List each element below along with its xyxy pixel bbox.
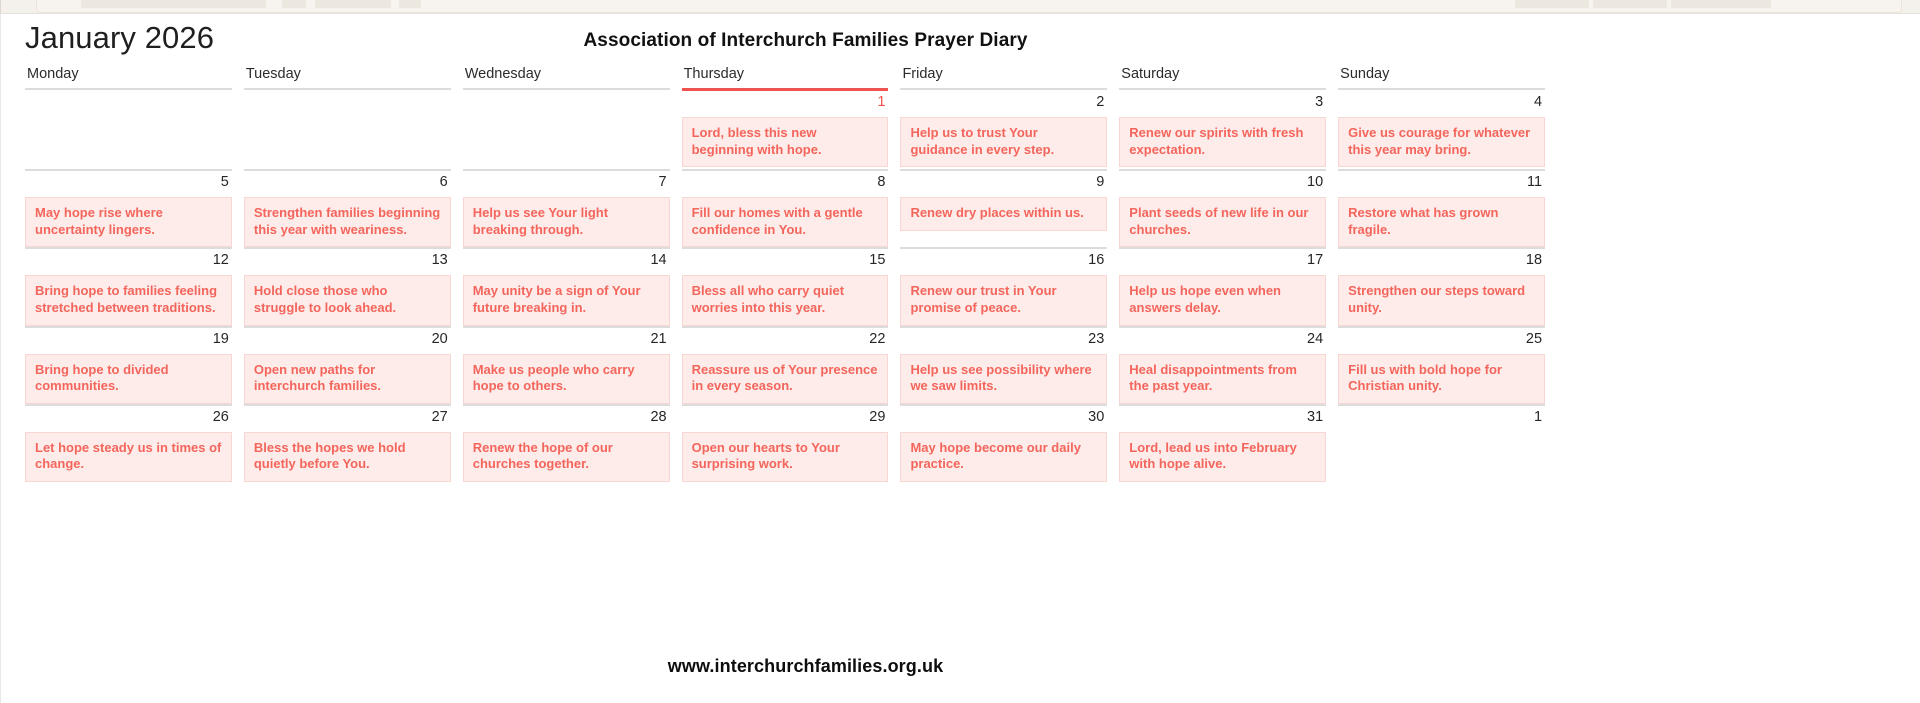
weekday-label: Saturday xyxy=(1121,66,1180,82)
prayer-entry[interactable]: Renew our trust in Your promise of peace. xyxy=(900,275,1107,325)
weekday-column-saturday xyxy=(1119,66,1338,91)
day-number: 27 xyxy=(431,408,448,425)
day-number: 9 xyxy=(1096,174,1105,190)
prayer-entry[interactable]: Reassure us of Your presence in every season. xyxy=(682,354,889,404)
prayer-entry[interactable]: Help us hope even when answers delay. xyxy=(1119,275,1326,325)
weekday-label: Friday xyxy=(902,66,943,82)
day-number: 20 xyxy=(431,330,448,347)
day-number: 28 xyxy=(650,408,667,425)
calendar-day-cell[interactable] xyxy=(1119,91,1338,169)
calendar-day-cell[interactable] xyxy=(463,326,682,404)
day-number: 10 xyxy=(1307,174,1324,190)
calendar-day-cell[interactable] xyxy=(463,91,682,169)
toolbar-chip-button-a[interactable] xyxy=(282,0,306,8)
calendar-day-cell[interactable] xyxy=(1338,404,1545,484)
toolbar-chip-right-a[interactable] xyxy=(1515,0,1589,8)
prayer-entry[interactable]: Help us to trust Your guidance in every step. xyxy=(900,117,1107,167)
calendar-week-row xyxy=(25,404,1545,484)
prayer-entry-empty xyxy=(25,117,232,169)
prayer-entry[interactable]: Bring hope to families feeling stretched between traditions. xyxy=(25,275,232,325)
prayer-entry-empty xyxy=(463,117,670,169)
calendar-day-cell[interactable] xyxy=(25,91,244,169)
prayer-entry[interactable]: Strengthen families beginning this year with weariness. xyxy=(244,197,451,247)
month-title: January 2026 xyxy=(25,20,215,55)
calendar-day-cell[interactable] xyxy=(1119,247,1338,325)
prayer-entry[interactable]: May unity be a sign of Your future breaking in. xyxy=(463,275,670,325)
calendar-day-cell[interactable] xyxy=(900,91,1119,169)
calendar-grid xyxy=(25,66,1545,484)
prayer-entry-empty xyxy=(1338,432,1545,484)
calendar-day-cell[interactable] xyxy=(1338,169,1545,247)
toolbar-chip-right-c[interactable] xyxy=(1671,0,1771,8)
browser-toolbar-strip xyxy=(0,0,1920,14)
day-number: 29 xyxy=(869,408,886,425)
toolbar-chip-right-b[interactable] xyxy=(1593,0,1667,8)
day-number xyxy=(463,91,670,117)
calendar-weeks xyxy=(25,91,1545,484)
calendar-day-cell[interactable] xyxy=(25,404,244,484)
weekday-label: Sunday xyxy=(1340,66,1390,82)
calendar-day-cell[interactable] xyxy=(244,404,463,484)
prayer-entry[interactable]: Let hope steady us in times of change. xyxy=(25,432,232,482)
toolbar-chip-button-b[interactable] xyxy=(315,0,391,8)
day-number: 13 xyxy=(431,252,448,269)
day-number: 23 xyxy=(1088,330,1105,347)
calendar-header xyxy=(1,14,1920,66)
prayer-entry-empty xyxy=(244,117,451,169)
day-number: 4 xyxy=(1533,94,1543,110)
day-number: 15 xyxy=(869,252,886,269)
calendar-day-cell[interactable] xyxy=(900,326,1119,404)
day-number: 16 xyxy=(1088,252,1105,269)
day-number: 25 xyxy=(1525,330,1543,347)
prayer-entry[interactable]: Lord, lead us into February with hope alive. xyxy=(1119,432,1326,482)
prayer-entry[interactable]: Fill us with bold hope for Christian unity. xyxy=(1338,354,1545,404)
prayer-entry[interactable]: Fill our homes with a gentle confidence in You. xyxy=(682,197,889,247)
weekday-header-row xyxy=(25,66,1545,91)
toolbar-chip-button-c[interactable] xyxy=(399,0,421,8)
prayer-entry[interactable]: Strengthen our steps toward unity. xyxy=(1338,275,1545,325)
calendar-day-cell[interactable] xyxy=(244,326,463,404)
weekday-rule xyxy=(1119,88,1326,90)
calendar-day-cell[interactable] xyxy=(1338,326,1545,404)
day-number: 2 xyxy=(1096,94,1105,110)
weekday-column-sunday xyxy=(1338,66,1545,91)
prayer-entry[interactable]: Bring hope to divided communities. xyxy=(25,354,232,404)
calendar-day-cell[interactable] xyxy=(463,404,682,484)
weekday-column-monday xyxy=(25,66,244,91)
calendar-day-cell[interactable] xyxy=(1338,247,1545,325)
calendar-day-cell[interactable] xyxy=(682,91,901,169)
calendar-day-cell[interactable] xyxy=(25,247,244,325)
weekday-column-tuesday xyxy=(244,66,463,91)
day-number: 5 xyxy=(220,174,229,190)
day-number: 6 xyxy=(439,174,448,190)
calendar-day-cell[interactable] xyxy=(682,247,901,325)
calendar-day-cell[interactable] xyxy=(900,247,1119,325)
calendar-week-row xyxy=(25,326,1545,404)
calendar-day-cell[interactable] xyxy=(682,326,901,404)
day-number: 3 xyxy=(1315,94,1324,110)
day-number: 30 xyxy=(1088,408,1105,425)
day-number: 8 xyxy=(877,174,886,190)
day-number: 24 xyxy=(1307,330,1324,347)
prayer-entry[interactable]: Make us people who carry hope to others. xyxy=(463,354,670,404)
toolbar-inner-bar xyxy=(36,0,1902,13)
day-number: 19 xyxy=(212,330,229,347)
weekday-column-thursday xyxy=(682,66,901,91)
calendar-week-row xyxy=(25,169,1545,247)
prayer-entry[interactable]: Renew our spirits with fresh expectation. xyxy=(1119,117,1326,167)
day-number: 31 xyxy=(1307,408,1324,425)
calendar-week-row xyxy=(25,91,1545,169)
calendar-day-cell[interactable] xyxy=(25,326,244,404)
calendar-page xyxy=(0,14,1920,703)
day-number: 22 xyxy=(869,330,886,347)
prayer-entry[interactable]: Heal disappointments from the past year. xyxy=(1119,354,1326,404)
calendar-day-cell[interactable] xyxy=(25,169,244,247)
day-number: 12 xyxy=(212,252,229,269)
weekday-rule xyxy=(463,88,670,90)
day-number-today: 1 xyxy=(877,94,886,110)
day-number: 21 xyxy=(650,330,667,347)
prayer-entry[interactable]: May hope rise where uncertainty lingers. xyxy=(25,197,232,247)
prayer-entry[interactable]: Bless the hopes we hold quietly before You. xyxy=(244,432,451,482)
toolbar-left-divider xyxy=(0,0,1,13)
weekday-label: Monday xyxy=(27,66,79,82)
footer-website[interactable]: www.interchurchfamilies.org.uk xyxy=(667,656,944,676)
calendar-day-cell[interactable] xyxy=(900,404,1119,484)
calendar-day-cell[interactable] xyxy=(682,169,901,247)
prayer-entry[interactable]: Give us courage for whatever this year may bring. xyxy=(1338,117,1545,167)
calendar-day-cell[interactable] xyxy=(463,169,682,247)
day-number: 17 xyxy=(1307,252,1324,269)
calendar-day-cell[interactable] xyxy=(244,169,463,247)
prayer-entry[interactable]: Renew dry places within us. xyxy=(900,197,1107,231)
calendar-day-cell[interactable] xyxy=(1119,169,1338,247)
calendar-day-cell[interactable] xyxy=(1338,91,1545,169)
day-number: 7 xyxy=(658,174,667,190)
calendar-day-cell[interactable] xyxy=(1119,326,1338,404)
day-number: 11 xyxy=(1526,174,1543,190)
weekday-rule xyxy=(244,88,451,90)
prayer-entry[interactable]: Open new paths for interchurch families. xyxy=(244,354,451,404)
calendar-day-cell[interactable] xyxy=(1119,404,1338,484)
prayer-entry[interactable]: Renew the hope of our churches together. xyxy=(463,432,670,482)
day-number xyxy=(244,91,451,117)
calendar-week-row xyxy=(25,247,1545,325)
day-number: 18 xyxy=(1525,252,1543,269)
calendar-day-cell[interactable] xyxy=(244,247,463,325)
weekday-rule xyxy=(1338,88,1545,90)
prayer-entry[interactable]: Help us see Your light breaking through. xyxy=(463,197,670,247)
day-number: 26 xyxy=(212,408,229,425)
weekday-label: Thursday xyxy=(683,66,745,82)
weekday-label: Tuesday xyxy=(245,66,301,82)
weekday-rule xyxy=(900,88,1107,90)
calendar-day-cell[interactable] xyxy=(900,169,1119,247)
prayer-entry[interactable]: Help us see possibility where we saw limits. xyxy=(900,354,1107,404)
calendar-day-cell[interactable] xyxy=(463,247,682,325)
day-number: 1 xyxy=(1533,408,1543,425)
calendar-day-cell[interactable] xyxy=(682,404,901,484)
weekday-label: Wednesday xyxy=(464,66,542,82)
prayer-entry[interactable]: Open our hearts to Your surprising work. xyxy=(682,432,889,482)
prayer-entry[interactable]: Hold close those who struggle to look ahead. xyxy=(244,275,451,325)
toolbar-chip-address[interactable] xyxy=(81,0,266,8)
diary-title: Association of Interchurch Families Prayer Diary xyxy=(583,30,1028,51)
calendar-day-cell[interactable] xyxy=(244,91,463,169)
day-number: 14 xyxy=(650,252,667,269)
weekday-column-wednesday xyxy=(463,66,682,91)
weekday-column-friday xyxy=(900,66,1119,91)
prayer-entry[interactable]: Restore what has grown fragile. xyxy=(1338,197,1545,247)
prayer-entry[interactable]: Bless all who carry quiet worries into this year. xyxy=(682,275,889,325)
weekday-rule xyxy=(25,88,232,90)
prayer-entry[interactable]: May hope become our daily practice. xyxy=(900,432,1107,482)
prayer-entry[interactable]: Lord, bless this new beginning with hope. xyxy=(682,117,889,167)
day-number xyxy=(25,91,232,117)
prayer-entry[interactable]: Plant seeds of new life in our churches. xyxy=(1119,197,1326,247)
